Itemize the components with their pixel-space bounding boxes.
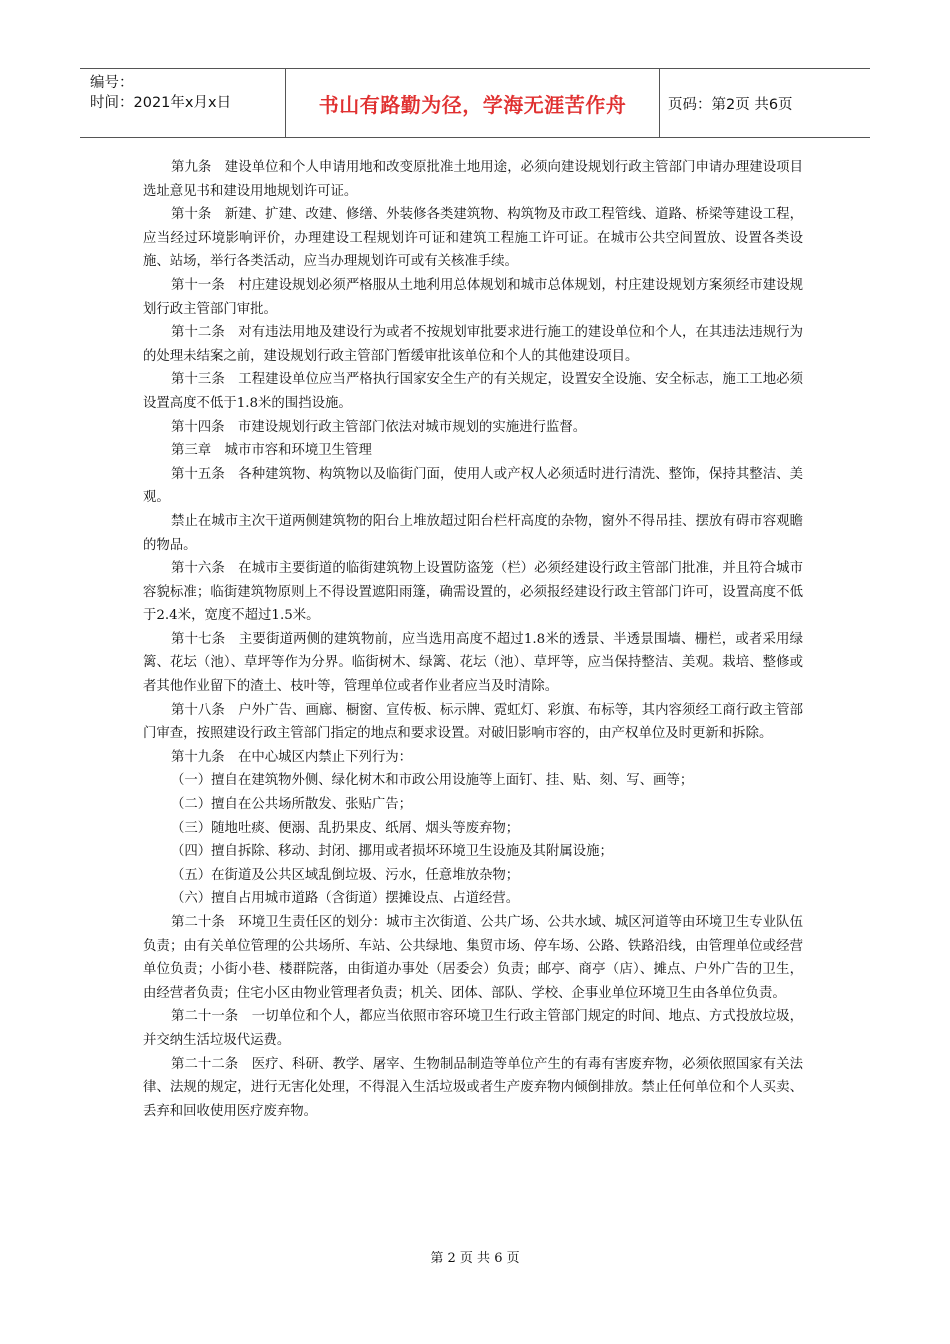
- paragraph: 第二十二条 医疗、科研、教学、屠宰、生物制品制造等单位产生的有毒有害废弃物，必须依照国家有关法律、法规的规定，进行无害化处理，不得混入生活垃圾或者生产废弃物内倾倒排放。禁止任何单位和个人买卖、丢弃和回收使用医疗废弃物。: [143, 1056, 803, 1119]
- list-item: （三）随地吐痰、便溺、乱扔果皮、纸屑、烟头等废弃物；: [171, 820, 520, 836]
- paragraph: 禁止在城市主次干道两侧建筑物的阳台上堆放超过阳台栏杆高度的杂物，窗外不得吊挂、摆放有碍市容观瞻的物品。: [143, 513, 803, 553]
- list-item: （六）擅自占用城市道路（含街道）摆摊设点、占道经营。: [171, 891, 520, 907]
- paragraph: 第二十一条 一切单位和个人，都应当依照市容环境卫生行政主管部门规定的时间、地点、方式投放垃圾，并交纳生活垃圾代运费。: [143, 1009, 803, 1048]
- paragraph: 第十四条 市建设规划行政主管部门依法对城市规划的实施进行监督。: [171, 419, 587, 435]
- paragraph: 第十五条 各种建筑物、构筑物以及临街门面，使用人或产权人必须适时进行清洗、整饰，保持其整洁、美观。: [143, 466, 803, 506]
- list-item: （五）在街道及公共区域乱倒垃圾、污水，任意堆放杂物；: [171, 867, 520, 883]
- header-page-info: 页码：第2页 共6页: [668, 96, 793, 113]
- paragraph: 第九条 建设单位和个人申请用地和改变原批准土地用途，必须向建设规划行政主管部门申请办理建设项目选址意见书和建设用地规划许可证。: [143, 160, 803, 199]
- paragraph: 第十八条 户外广告、画廊、橱窗、宣传板、标示牌、霓虹灯、彩旗、布标等，其内容须经工商行政主管部门审查，按照建设行政主管部门指定的地点和要求设置。对破旧影响市容的，由产权单位及时更新和拆除。: [143, 702, 803, 742]
- paragraph: 第十七条 主要街道两侧的建筑物前，应当选用高度不超过1.8米的透景、半透景围墙、栅栏，或者采用绿篱、花坛（池）、草坪等作为分界。临街树木、绿篱、花坛（池）、草坪等，应当保持整洁、美观。栽培、整修或者其他作业留下的渣土、枝叶等，管理单位或者作业者应当及时清除。: [143, 631, 803, 695]
- page-header: [80, 68, 870, 138]
- header-motto: 书山有路勤为径，学海无涯苦作舟: [285, 69, 660, 137]
- page-footer: 第 2 页 共 6 页: [430, 1251, 520, 1266]
- paragraph: 第十一条 村庄建设规划必须严格服从土地利用总体规划和城市总体规划，村庄建设规划方案须经市建设规划行政主管部门审批。: [143, 277, 803, 317]
- chapter-heading: 第三章 城市市容和环境卫生管理: [171, 443, 372, 459]
- number-label: 编号：: [90, 75, 134, 91]
- list-item: （二）擅自在公共场所散发、张贴广告；: [171, 797, 413, 813]
- paragraph: 第十二条 对有违法用地及建设行为或者不按规划审批要求进行施工的建设单位和个人，在其违法违规行为的处理未结案之前，建设规划行政主管部门暂缓审批该单位和个人的其他建设项目。: [143, 325, 803, 364]
- header-meta: [80, 69, 285, 137]
- time-label: 时间：2021年x月x日: [90, 95, 232, 111]
- paragraph: 第二十条 环境卫生责任区的划分：城市主次街道、公共广场、公共水域、城区河道等由环境卫生专业队伍负责；由有关单位管理的公共场所、车站、公共绿地、集贸市场、停车场、公路、铁路沿线，由管理单位或经营单位负责；小街小巷、楼群院落，由街道办事处（居委会）负责；邮亭、商亭（店）、摊点、户外广告的卫生，由经营者负责；住宅小区由物业管理者负责；机关、团体、部队、学校、企事业单位环境卫生由各单位负责。: [143, 915, 803, 1001]
- list-item: （一）擅自在建筑物外侧、绿化树木和市政公用设施等上面钉、挂、贴、刻、写、画等；: [171, 773, 694, 789]
- paragraph: 第十条 新建、扩建、改建、修缮、外装修各类建筑物、构筑物及市政工程管线、道路、桥梁等建设工程，应当经过环境影响评价，办理建设工程规划许可证和建筑工程施工许可证。在城市公共空间置放、设置各类设施、站场，举行各类活动，应当办理规划许可或有关核准手续。: [143, 207, 803, 270]
- list-item: （四）擅自拆除、移动、封闭、挪用或者损坏环境卫生设施及其附属设施；: [171, 844, 613, 860]
- paragraph: 第十六条 在城市主要街道的临街建筑物上设置防盗笼（栏）必须经建设行政主管部门批准，并且符合城市容貌标准；临街建筑物原则上不得设置遮阳雨篷，确需设置的，必须报经建设行政主管部门许可，设置高度不低于2.4米，宽度不超过1.5米。: [143, 561, 803, 624]
- document-body: [143, 156, 803, 1123]
- paragraph: 第十三条 工程建设单位应当严格执行国家安全生产的有关规定，设置安全设施、安全标志，施工工地必须设置高度不低于1.8米的围挡设施。: [143, 372, 803, 411]
- paragraph: 第十九条 在中心城区内禁止下列行为：: [171, 749, 413, 765]
